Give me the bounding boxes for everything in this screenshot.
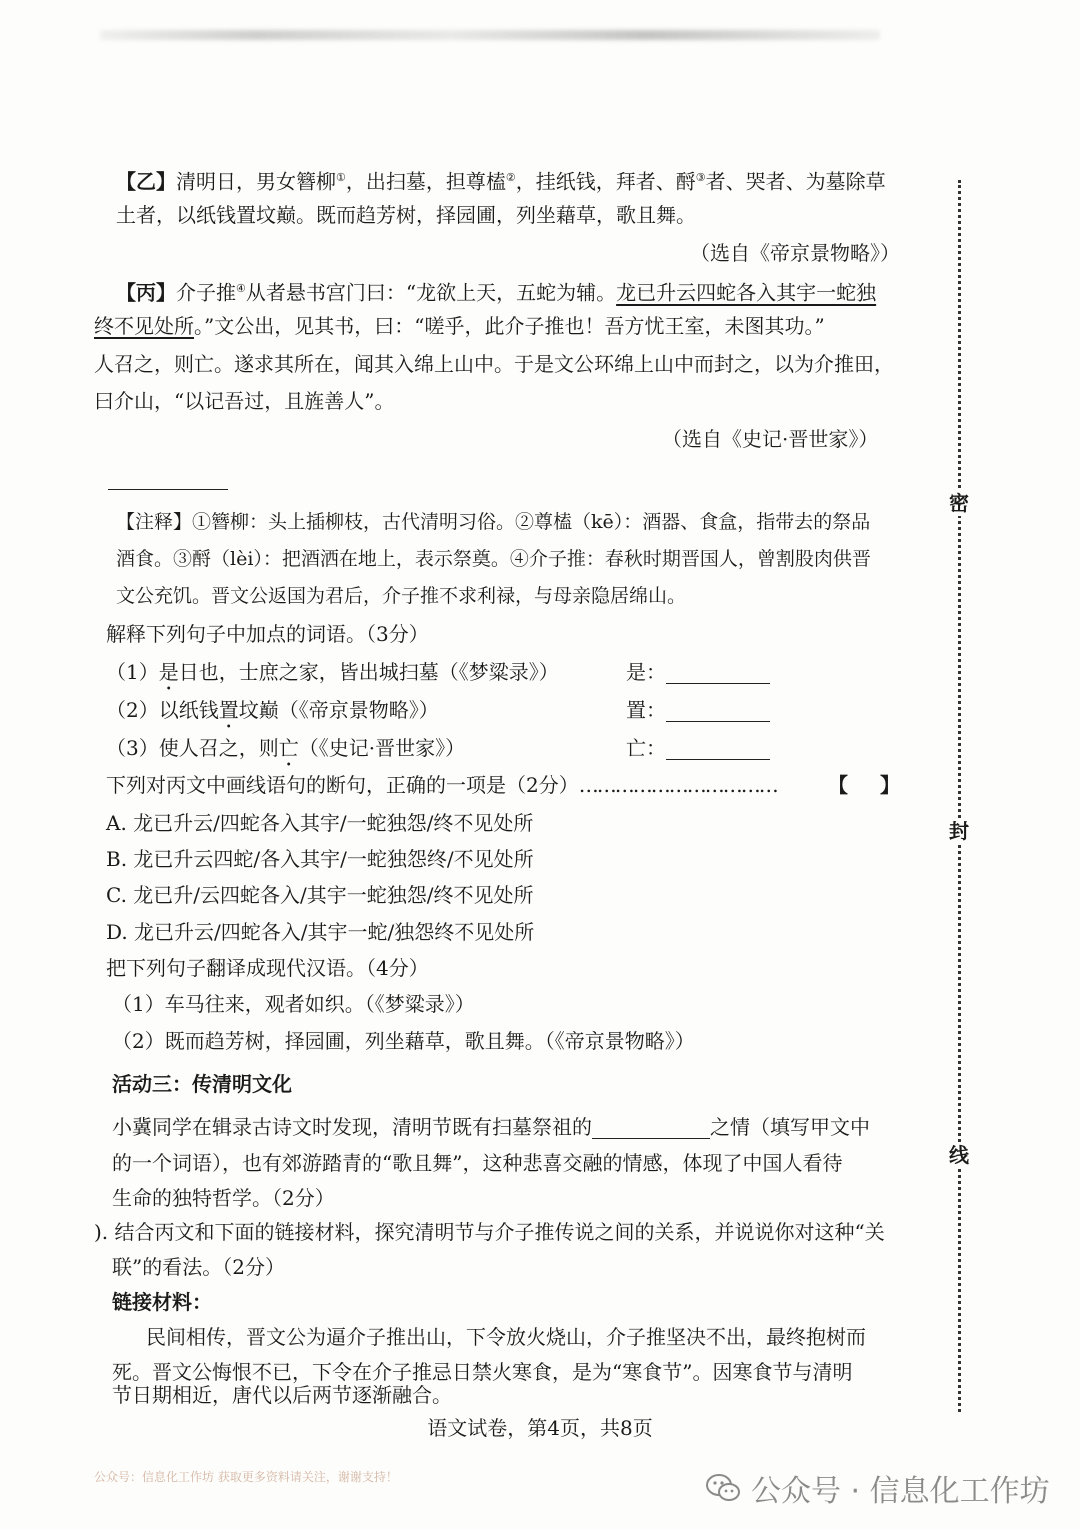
seal-dotted-line [958, 180, 961, 1412]
footnote-divider [108, 489, 228, 490]
bracket-left: 【 [828, 773, 848, 797]
answer-bracket[interactable] [828, 773, 900, 797]
link-material-line2: 死。晋文公悔恨不已，下令在介子推忌日禁火寒食，是为“寒食节”。因寒食节与清明 [112, 1360, 853, 1384]
option-b[interactable]: B. 龙已升云四蛇/各入其宇/一蛇独怨终/不见处所 [106, 847, 534, 871]
footnote-marker: ④ [236, 282, 246, 295]
text: 。”文公出，见其书，曰：“嗟乎，此介子推也！吾方忧王室，未图其功。” [194, 314, 825, 338]
answer-key: 置： [626, 698, 666, 722]
answer-line-2[interactable] [626, 698, 770, 722]
q-explain-title: 解释下列句子中加点的词语。（3分） [106, 622, 429, 646]
footnote-marker: ① [336, 171, 346, 184]
activity3-q1-line1 [112, 1115, 870, 1139]
passage-bing-label: 【丙】 [116, 280, 176, 305]
footnote-marker: ③ [695, 171, 706, 184]
brand-text: 公众号 · 信息化工作坊 [751, 1474, 1050, 1509]
answer-key: 亡： [626, 736, 666, 760]
notes-line1: 【注释】①簪柳：头上插柳枝，古代清明习俗。②尊榼（kē）：酒器、食盒，指带去的祭品 [116, 511, 871, 533]
answer-blank[interactable] [666, 739, 770, 760]
text: （《史记·晋世家》） [298, 736, 466, 760]
answer-key: 是： [626, 660, 666, 684]
passage-yi-line2: 土者，以纸钱置坟巅。既而趋芳树，择园圃，列坐藉草，歌且舞。 [116, 203, 696, 227]
passage-bing-line3: 人召之，则亡。遂求其所在，闻其入绵上山中。于是文公环绵上山中而封之，以为介推田， [94, 352, 894, 376]
q-explain-item-1 [106, 660, 559, 695]
seal-char-xian: 线 [946, 1142, 972, 1168]
notes-line2: 酒食。③酹（lèi）：把酒洒在地上，表示祭奠。④介子推：春秋时期晋国人，曾割股肉供晋 [116, 548, 871, 570]
notes-line3: 文公充饥。晋文公返国为君后，介子推不求利禄，与母亲隐居绵山。 [116, 585, 687, 607]
text: 清明日，男女簪柳 [176, 169, 336, 194]
answer-blank[interactable] [666, 663, 770, 684]
text: 者、哭者、为墓除草 [705, 169, 886, 194]
q-translate-title: 把下列句子翻译成现代汉语。（4分） [106, 956, 429, 980]
q-explain-item-3 [106, 736, 465, 771]
dotted-word: 亡 [278, 736, 299, 760]
text: 下列对丙文中画线语句的断句，正确的一项是（2分） [106, 773, 579, 797]
passage-yi-label: 【乙】 [116, 169, 176, 194]
text: 小冀同学在辑录古诗文时发现，清明节既有扫墓祭祖的 [112, 1115, 592, 1139]
answer-line-3[interactable] [626, 736, 770, 760]
q-explain-item-2 [106, 698, 439, 733]
page-footer: 语文试卷，第4页，共8页 [427, 1416, 653, 1440]
text: 之情（填写甲文中 [710, 1115, 870, 1139]
q-punct-title [106, 773, 777, 797]
option-c[interactable]: C. 龙已升/云四蛇各入/其宇一蛇独怨/终不见处所 [106, 883, 534, 907]
passage-bing-line4: 曰介山，“以记吾过，且旌善人”。 [94, 389, 395, 413]
fill-blank[interactable] [592, 1118, 710, 1139]
text: （3）使人召之，则 [106, 736, 279, 760]
link-material-title: 链接材料： [112, 1290, 212, 1314]
brand-watermark [705, 1466, 1050, 1510]
text: 介子推 [176, 280, 236, 305]
passage-bing-source: （选自《史记·晋世家》） [662, 427, 879, 451]
bracket-right: 】 [880, 773, 900, 797]
faint-watermark: 公众号：信息化工作坊 获取更多资料请关注，谢谢支持！ [94, 1470, 398, 1484]
dot-leader: …………………………… [578, 773, 777, 797]
passage-yi-source: （选自《帝京景物略》） [690, 241, 900, 265]
answer-blank[interactable] [666, 701, 770, 722]
option-a[interactable]: A. 龙已升云/四蛇各入其宇/一蛇独怨/终不见处所 [106, 811, 534, 835]
text: 日也，士庶之家，皆出城扫墓（《梦粱录》） [178, 660, 559, 684]
text: （2）以纸钱 [106, 698, 219, 722]
text: 坟巅（《帝京景物略》） [238, 698, 439, 722]
footnote-marker: ② [505, 171, 516, 184]
dotted-word: 是 [158, 660, 179, 684]
activity3-q1-line2: 的一个词语），也有郊游踏青的“歌且舞”，这种悲喜交融的情感，体现了中国人看待 [112, 1151, 843, 1175]
activity3-q2-line1: ). 结合丙文和下面的链接材料，探究清明节与介子推传说之间的关系，并说说你对这种“关 [94, 1220, 885, 1244]
wechat-icon [705, 1473, 741, 1503]
seal-char-feng: 封 [946, 818, 972, 844]
activity3-q2-line2: 联”的看法。（2分） [112, 1255, 285, 1279]
dotted-word: 置 [218, 698, 239, 722]
text: （1） [106, 660, 159, 684]
passage-bing-line1 [116, 277, 876, 305]
q-translate-item-1: （1）车马往来，观者如织。（《梦粱录》） [112, 992, 475, 1016]
link-material-line3: 节日期相近，唐代以后两节逐渐融合。 [112, 1383, 452, 1407]
answer-line-1[interactable] [626, 660, 770, 684]
link-material-line1: 民间相传，晋文公为逼介子推出山，下令放火烧山，介子推坚决不出，最终抱树而 [146, 1325, 866, 1349]
seal-char-mi: 密 [946, 490, 972, 516]
text: ，挂纸钱，拜者、酹 [515, 169, 696, 194]
q-translate-item-2: （2）既而趋芳树，择园圃，列坐藉草，歌且舞。（《帝京景物略》） [112, 1029, 695, 1053]
activity3-title: 活动三：传清明文化 [112, 1072, 292, 1096]
activity3-q1-line3: 生命的独特哲学。（2分） [112, 1186, 335, 1210]
passage-bing-line2 [94, 314, 825, 338]
underlined-sentence: 龙已升云四蛇各入其宇一蛇独 [616, 280, 877, 305]
text: 从者悬书宫门曰：“龙欲上天，五蛇为辅。 [245, 280, 617, 305]
text: ，出扫墓，担尊榼 [345, 169, 506, 194]
passage-yi-line1 [116, 166, 886, 194]
scan-artifact [100, 30, 880, 40]
underlined-sentence-end: 终不见处所 [94, 314, 194, 338]
option-d[interactable]: D. 龙已升云/四蛇各入/其宇一蛇/独怨终不见处所 [106, 920, 535, 944]
